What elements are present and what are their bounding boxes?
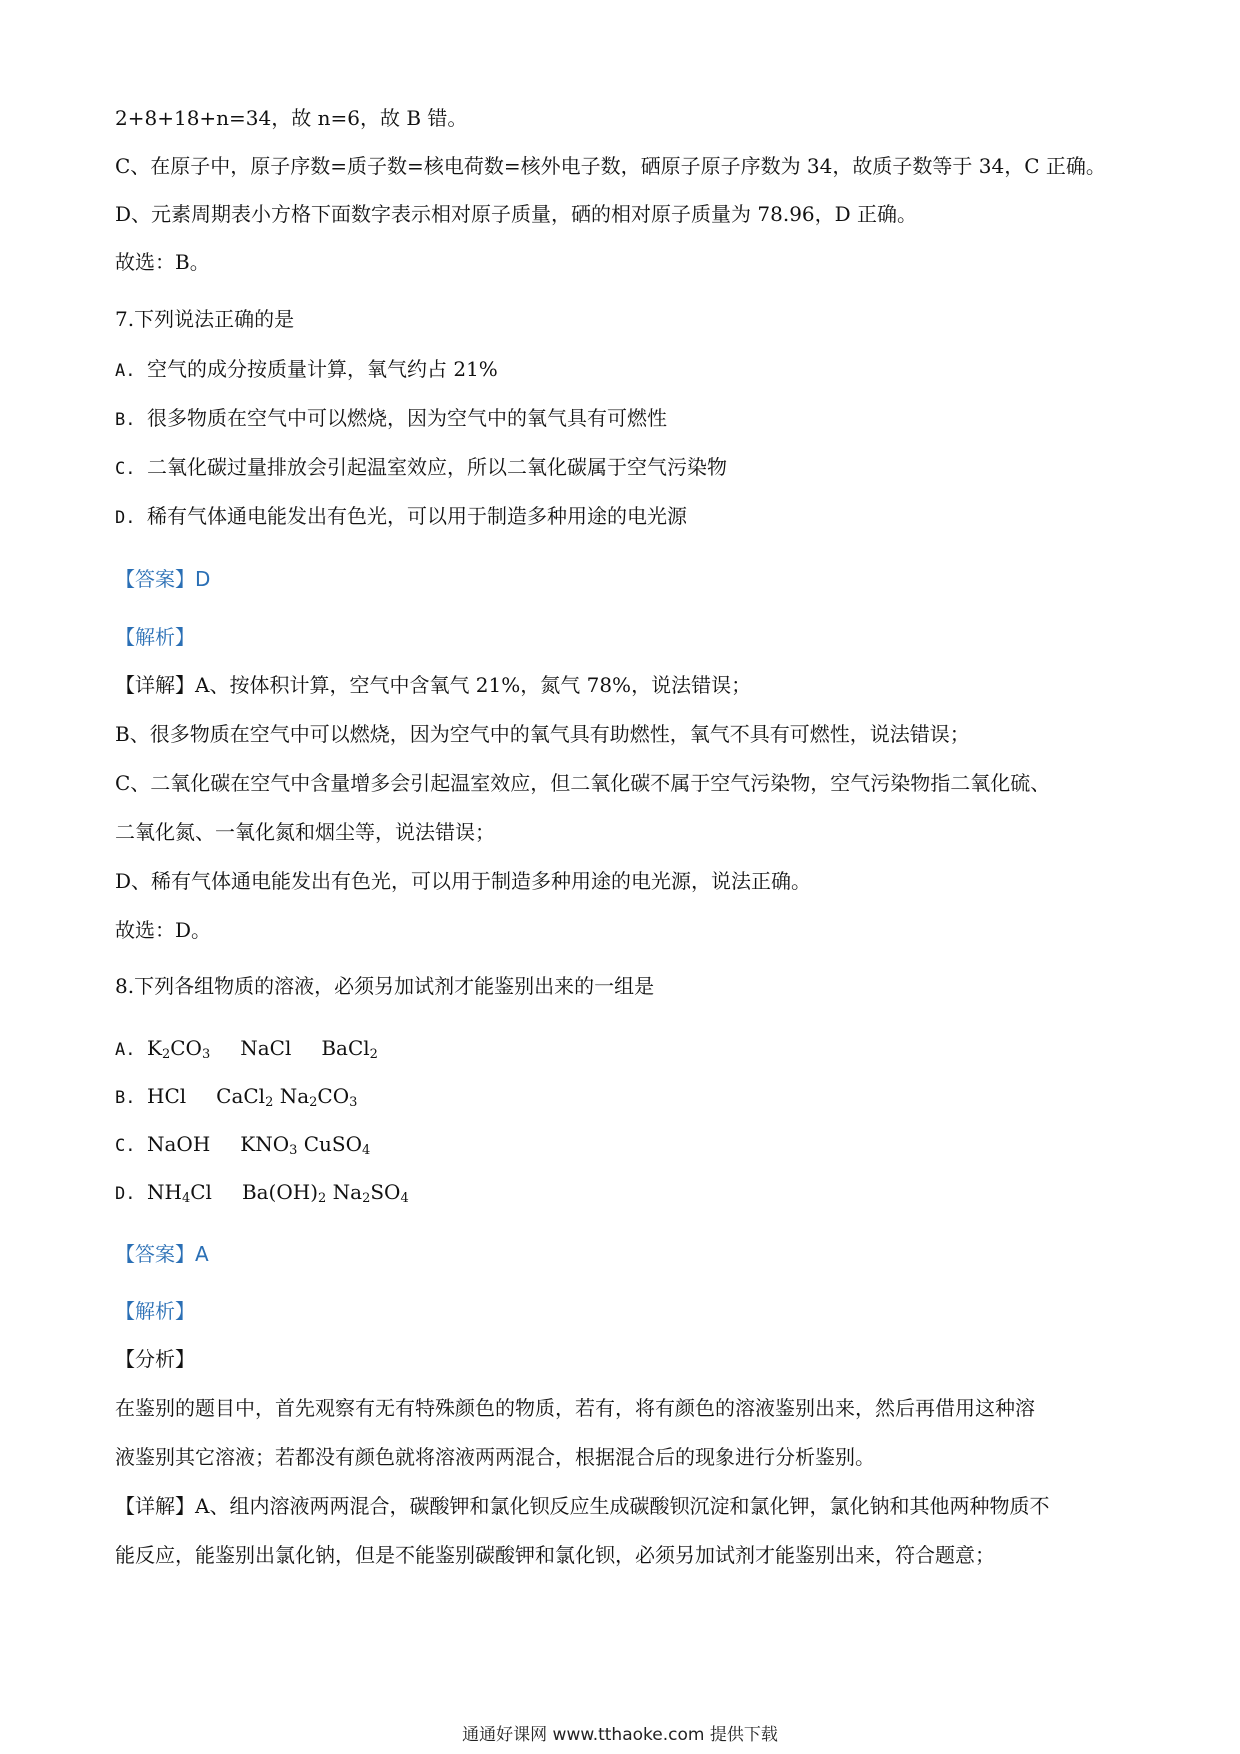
q8-option-d bbox=[115, 1178, 409, 1208]
option-text: 很多物质在空气中可以燃烧，因为空气中的氧气具有可燃性 bbox=[147, 406, 667, 430]
prev-line-3: D、元素周期表小方格下面数字表示相对原子质量，硒的相对原子质量为 78.96，D 正确。 bbox=[115, 202, 918, 226]
option-letter: A. bbox=[115, 361, 136, 381]
q7-option-c bbox=[115, 453, 727, 483]
q7-detail-4: 二氧化氮、一氧化氮和烟尘等，说法错误； bbox=[115, 820, 495, 844]
q7-stem: 7.下列说法正确的是 bbox=[115, 307, 295, 331]
option-text: 二氧化碳过量排放会引起温室效应，所以二氧化碳属于空气污染物 bbox=[147, 455, 727, 479]
q8-fenxi-1: 在鉴别的题目中，首先观察有无有特殊颜色的物质，若有，将有颜色的溶液鉴别出来，然后再借用这种溶 bbox=[115, 1396, 1035, 1420]
q7-detail-1: 【详解】A、按体积计算，空气中含氧气 21%，氮气 78%，说法错误； bbox=[115, 673, 752, 697]
option-letter: D. bbox=[115, 508, 136, 528]
q7-detail-2: B、很多物质在空气中可以燃烧，因为空气中的氧气具有助燃性，氧气不具有可燃性，说法错误； bbox=[115, 722, 970, 746]
option-letter: D. bbox=[115, 1184, 136, 1204]
q8-fenxi-2: 液鉴别其它溶液；若都没有颜色就将溶液两两混合，根据混合后的现象进行分析鉴别。 bbox=[115, 1445, 875, 1469]
option-text: 空气的成分按质量计算，氧气约占 21% bbox=[147, 357, 498, 381]
answer-label: 【答案】 bbox=[115, 567, 195, 591]
option-letter: C. bbox=[115, 1136, 136, 1156]
formula-kno3-cuso4: $KNO_3$ CuSO$_4$ bbox=[240, 1132, 371, 1158]
q7-detail-6: 故选：D。 bbox=[115, 918, 212, 942]
formula-cacl2-na2co3: CaCl$_2$ $Na_2CO_3$ bbox=[216, 1084, 358, 1110]
formula-baoh2-na2so4: $Ba(OH)_2$ $Na_2SO_4$ bbox=[241, 1180, 409, 1206]
q8-stem: 8.下列各组物质的溶液，必须另加试剂才能鉴别出来的一组是 bbox=[115, 974, 655, 998]
formula-k2co3: $K_2CO_3$ bbox=[147, 1036, 211, 1062]
formula-hcl: HCl bbox=[147, 1084, 187, 1108]
prev-line-2: C、在原子中，原子序数=质子数=核电荷数=核外电子数，硒原子原子序数为 34，故质子数等于 34，C 正确。 bbox=[115, 154, 1106, 178]
formula-nh4cl: $NH_4Cl$ bbox=[147, 1180, 212, 1206]
answer-label: 【答案】 bbox=[115, 1242, 195, 1266]
q8-detail-1: 【详解】A、组内溶液两两混合，碳酸钾和氯化钡反应生成碳酸钡沉淀和氯化钾，氯化钠和其他两种物质不 bbox=[115, 1494, 1050, 1518]
option-letter: C. bbox=[115, 459, 136, 479]
q7-detail-3: C、二氧化碳在空气中含量增多会引起温室效应，但二氧化碳不属于空气污染物，空气污染物指二氧化硫、 bbox=[115, 771, 1051, 795]
prev-line-4: 故选：B。 bbox=[115, 250, 210, 274]
option-letter: A. bbox=[115, 1040, 136, 1060]
option-text: 稀有气体通电能发出有色光，可以用于制造多种用途的电光源 bbox=[147, 504, 687, 528]
q8-answer bbox=[115, 1240, 209, 1268]
q7-option-d bbox=[115, 502, 687, 532]
q8-detail-2: 能反应，能鉴别出氯化钠，但是不能鉴别碳酸钾和氯化钡，必须另加试剂才能鉴别出来，符合题意； bbox=[115, 1543, 995, 1567]
answer-value: D bbox=[195, 567, 211, 591]
q7-analysis-label: 【解析】 bbox=[115, 625, 195, 649]
q7-detail-5: D、稀有气体通电能发出有色光，可以用于制造多种用途的电光源，说法正确。 bbox=[115, 869, 812, 893]
q8-option-b bbox=[115, 1082, 357, 1112]
page-footer: 通通好课网 www.tthaoke.com 提供下载 bbox=[462, 1725, 778, 1745]
q7-answer bbox=[115, 565, 210, 593]
option-letter: B. bbox=[115, 410, 136, 430]
formula-naoh: NaOH bbox=[147, 1132, 211, 1156]
option-letter: B. bbox=[115, 1088, 136, 1108]
prev-line-1: 2+8+18+n=34，故 n=6，故 B 错。 bbox=[115, 106, 468, 130]
formula-bacl2: BaCl$_2$ bbox=[321, 1036, 378, 1062]
q7-option-b bbox=[115, 404, 667, 434]
q8-option-a bbox=[115, 1034, 378, 1064]
q7-option-a bbox=[115, 355, 498, 385]
q8-fenxi-label: 【分析】 bbox=[115, 1347, 195, 1371]
answer-value: A bbox=[195, 1242, 209, 1266]
formula-nacl: NaCl bbox=[240, 1036, 292, 1060]
q8-analysis-label: 【解析】 bbox=[115, 1299, 195, 1323]
q8-option-c bbox=[115, 1130, 370, 1160]
